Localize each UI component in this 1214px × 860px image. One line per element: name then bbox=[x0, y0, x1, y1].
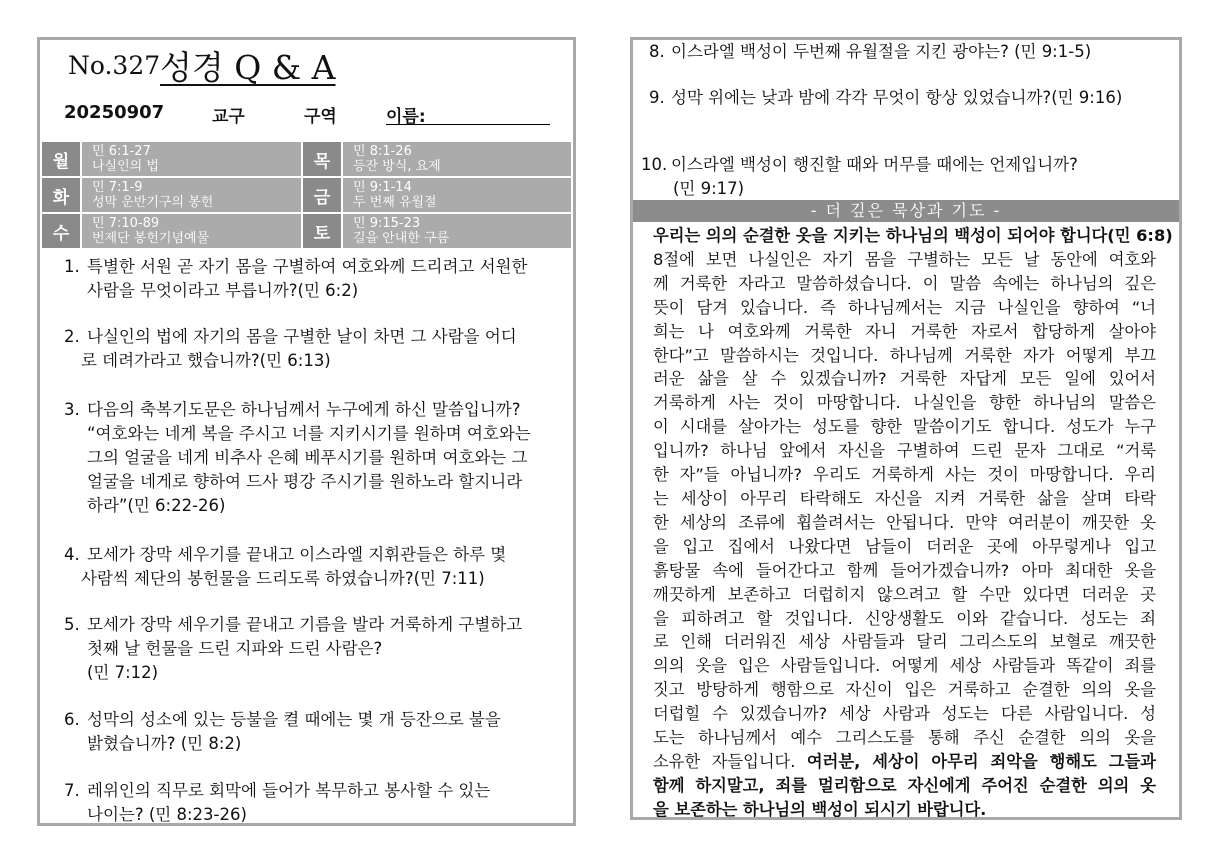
question-line: 나실인의 법에 자기의 몸을 구별한 날이 차면 그 사람을 어디 bbox=[87, 327, 517, 346]
devotion-line: 한 세상의 조류에 휩쓸려서는 안됩니다. 만약 여러분이 깨끗한 옷 bbox=[653, 512, 1156, 532]
devotion-line: 8절에 보면 나실인은 자기 몸을 구별하는 모든 날 동안에 여호와 bbox=[653, 249, 1156, 269]
reading-cell bbox=[342, 177, 572, 213]
question-number: 8. bbox=[649, 42, 665, 61]
question-line: 성막의 성소에 있는 등불을 켤 때에는 몇 개 등잔으로 불을 bbox=[87, 710, 501, 729]
question-item bbox=[64, 613, 574, 685]
question-item bbox=[641, 40, 1171, 64]
reading-cell bbox=[81, 141, 302, 177]
devotion-heading: 우리는 의의 순결한 옷을 지키는 하나님의 백성이 되어야 합니다(민 6:8) bbox=[653, 226, 1173, 245]
question-line: 이스라엘 백성이 두번째 유월절을 지킨 광야는? (민 9:1-5) bbox=[671, 42, 1092, 61]
reading-ref: 민 7:10-89 bbox=[92, 216, 160, 231]
schedule-row bbox=[41, 213, 572, 249]
day-label: 금 bbox=[302, 177, 342, 213]
devotion-line: 러운 삶을 살 수 있겠습니까? 거룩한 자답게 모든 일에 있어서 bbox=[653, 369, 1156, 389]
question-line: 특별한 서원 곧 자기 몸을 구별하여 여호와께 드리려고 서원한 bbox=[87, 257, 528, 276]
question-number: 2. bbox=[64, 327, 80, 346]
question-number: 7. bbox=[64, 781, 80, 800]
left-page bbox=[37, 37, 576, 826]
devotion-line: 더럽힐 수 있겠습니까? 세상 사람과 성도는 다른 사람입니다. 성 bbox=[653, 704, 1156, 724]
question-line: (민 7:12) bbox=[87, 663, 159, 682]
reading-ref: 민 7:1-9 bbox=[92, 180, 143, 195]
devotion-line: 희는 나 여호와께 거룩한 자니 거룩한 자로서 합당하게 살아야 bbox=[653, 321, 1156, 341]
day-label: 화 bbox=[41, 177, 81, 213]
question-number: 10. bbox=[641, 155, 668, 174]
question-number: 4. bbox=[64, 545, 80, 564]
question-item bbox=[64, 779, 574, 826]
question-item bbox=[64, 255, 574, 303]
devotion-line: 뜻이 담겨 있습니다. 즉 하나님께서는 지금 나실인을 향하여 “너 bbox=[653, 297, 1156, 317]
question-line: 레위인의 직무로 회막에 들어가 복무하고 봉사할 수 있는 bbox=[87, 781, 491, 800]
reading-topic: 길을 안내한 구름 bbox=[353, 231, 450, 246]
reading-ref: 민 6:1-27 bbox=[92, 144, 151, 159]
question-line: 얼굴을 네게로 향하여 드사 평강 주시기를 원하노라 할지니라 bbox=[87, 472, 523, 491]
right-page bbox=[630, 37, 1182, 820]
worksheet-header bbox=[40, 40, 573, 140]
question-number: 5. bbox=[64, 615, 80, 634]
devotion-line: 을 입고 집에서 나왔다면 남들이 더러운 곳에 아무렇게나 입고 bbox=[653, 536, 1156, 556]
devotion-line bbox=[653, 750, 1156, 774]
guyeok-label: 구역 bbox=[304, 107, 337, 127]
question-item bbox=[64, 398, 574, 518]
question-line: 하라”(민 6:22-26) bbox=[87, 496, 226, 515]
question-item bbox=[64, 543, 574, 591]
devotion-line: 도는 하나님께서 예수 그리스도를 통해 주신 순결한 의의 옷을 bbox=[653, 728, 1156, 748]
day-label: 월 bbox=[41, 141, 81, 177]
devotion-emphasis: 함께 하지말고, 죄를 멀리함으로 자신에게 주어진 순결한 의의 옷 bbox=[653, 775, 1156, 795]
question-line: 그의 얼굴을 네게 비추사 은혜 베푸시기를 원하며 여호와는 그 bbox=[87, 448, 528, 467]
info-row bbox=[64, 102, 564, 128]
name-field[interactable]: 이름: bbox=[386, 102, 550, 125]
reading-topic: 나실인의 법 bbox=[92, 159, 159, 174]
question-line: 나이는? (민 8:23-26) bbox=[87, 805, 247, 824]
question-item bbox=[64, 325, 574, 373]
devotion-line: 께 거룩한 자라고 말씀하셨습니다. 이 말씀 속에는 하나님의 깊은 bbox=[653, 273, 1156, 293]
schedule-row bbox=[41, 177, 572, 213]
reading-schedule bbox=[40, 140, 573, 250]
devotion-emphasis: 여러분, 세상이 아무리 죄악을 행해도 그들과 bbox=[806, 751, 1156, 771]
devotion-line: 는 세상이 아무리 타락해도 자신을 지켜 거룩한 삶을 살며 타락 bbox=[653, 488, 1156, 508]
devotion-line: 흙탕물 속에 들어간다고 함께 들어가겠습니까? 아마 최대한 옷을 bbox=[653, 560, 1156, 580]
question-item bbox=[641, 153, 1171, 201]
question-line: 모세가 장막 세우기를 끝내고 기름을 발라 거룩하게 구별하고 bbox=[87, 615, 523, 634]
devotion-line: 깨끗하게 보존하고 더럽히지 않으려고 할 수만 있다면 더러운 곳 bbox=[653, 584, 1156, 604]
devotion-line: 을 피하려고 할 것입니다. 신앙생활도 이와 같습니다. 성도는 죄 bbox=[653, 608, 1156, 628]
question-item bbox=[641, 86, 1171, 110]
question-line: 모세가 장막 세우기를 끝내고 이스라엘 지휘관들은 하루 몇 bbox=[87, 545, 507, 564]
question-line: 이스라엘 백성이 행진할 때와 머무를 때에는 언제입니까? bbox=[671, 155, 1078, 174]
devotion-line: 입니까? 하나님 앞에서 자신을 구별하여 드린 문자 그대로 “거룩 bbox=[653, 441, 1156, 461]
reading-topic: 성막 운반기구의 봉헌 bbox=[92, 195, 214, 210]
reading-topic: 번제단 봉헌기념예물 bbox=[92, 231, 210, 246]
question-item bbox=[64, 708, 574, 756]
reading-cell bbox=[342, 141, 572, 177]
gyogu-label: 교구 bbox=[212, 107, 245, 127]
question-line: 사람씩 제단의 봉헌물을 드리도록 하였습니까?(민 7:11) bbox=[81, 569, 485, 588]
question-number: 6. bbox=[64, 710, 80, 729]
devotion-line: 한다”고 말씀하시는 것입니다. 하나님께 거룩한 자가 어떻게 부끄 bbox=[653, 345, 1156, 365]
devotion-line: 로 인해 더러워진 세상 사람들과 달리 그리스도의 보혈로 깨끗한 bbox=[653, 632, 1156, 652]
date: 20250907 bbox=[64, 102, 165, 123]
question-line: 성막 위에는 낮과 밤에 각각 무엇이 항상 있었습니까?(민 9:16) bbox=[671, 88, 1123, 107]
devotion-emphasis: 을 보존하는 하나님의 백성이 되시기 바랍니다. bbox=[653, 799, 987, 819]
question-line: 첫째 날 헌물을 드린 지파와 드린 사람은? bbox=[87, 639, 383, 658]
devotion-line: 짓고 방탕하게 행함으로 자신이 입은 거룩하고 순결한 의의 옷을 bbox=[653, 680, 1156, 700]
question-number: 1. bbox=[64, 257, 80, 276]
question-line: (민 9:17) bbox=[673, 179, 745, 198]
reading-cell bbox=[81, 177, 302, 213]
question-number: 3. bbox=[64, 400, 80, 419]
question-number: 9. bbox=[649, 88, 665, 107]
day-label: 목 bbox=[302, 141, 342, 177]
devotion-body bbox=[653, 224, 1173, 820]
question-line: “여호와는 네게 복을 주시고 너를 지키시기를 원하며 여호와는 bbox=[87, 424, 531, 443]
reading-ref: 민 9:1-14 bbox=[353, 180, 412, 195]
schedule-row bbox=[41, 141, 572, 177]
reading-ref: 민 9:15-23 bbox=[353, 216, 421, 231]
reading-topic: 두 번째 유월절 bbox=[353, 195, 437, 210]
question-line: 로 데려가라고 했습니까?(민 6:13) bbox=[81, 351, 331, 370]
devotion-banner: - 더 깊은 묵상과 기도 - bbox=[633, 200, 1179, 222]
question-line: 밝혔습니까? (민 8:2) bbox=[87, 734, 242, 753]
devotion-line: 거룩하게 사는 것이 마땅합니다. 나실인을 향한 하나님의 말씀은 bbox=[653, 393, 1156, 413]
reading-cell bbox=[81, 213, 302, 249]
devotion-line: 의의 옷을 입은 사람들입니다. 어떻게 세상 사람들과 똑같이 죄를 bbox=[653, 656, 1156, 676]
page-title: 성경 Q & A bbox=[160, 48, 336, 87]
reading-topic: 등잔 방식, 요제 bbox=[353, 159, 441, 174]
day-label: 토 bbox=[302, 213, 342, 249]
devotion-line: 이 시대를 살아가는 성도를 향한 말씀이기도 합니다. 성도가 누구 bbox=[653, 417, 1156, 437]
issue-number: No.327 bbox=[68, 51, 161, 80]
reading-ref: 민 8:1-26 bbox=[353, 144, 412, 159]
devotion-text: 소유한 자들입니다. bbox=[653, 751, 807, 771]
reading-cell bbox=[342, 213, 572, 249]
question-line: 사람을 무엇이라고 부릅니까?(민 6:2) bbox=[87, 281, 359, 300]
question-line: 다음의 축복기도문은 하나님께서 누구에게 하신 말씀입니까? bbox=[87, 400, 521, 419]
devotion-line: 한 자”들 아닙니까? 우리도 거룩하게 사는 것이 마땅합니다. 우리 bbox=[653, 465, 1156, 485]
day-label: 수 bbox=[41, 213, 81, 249]
